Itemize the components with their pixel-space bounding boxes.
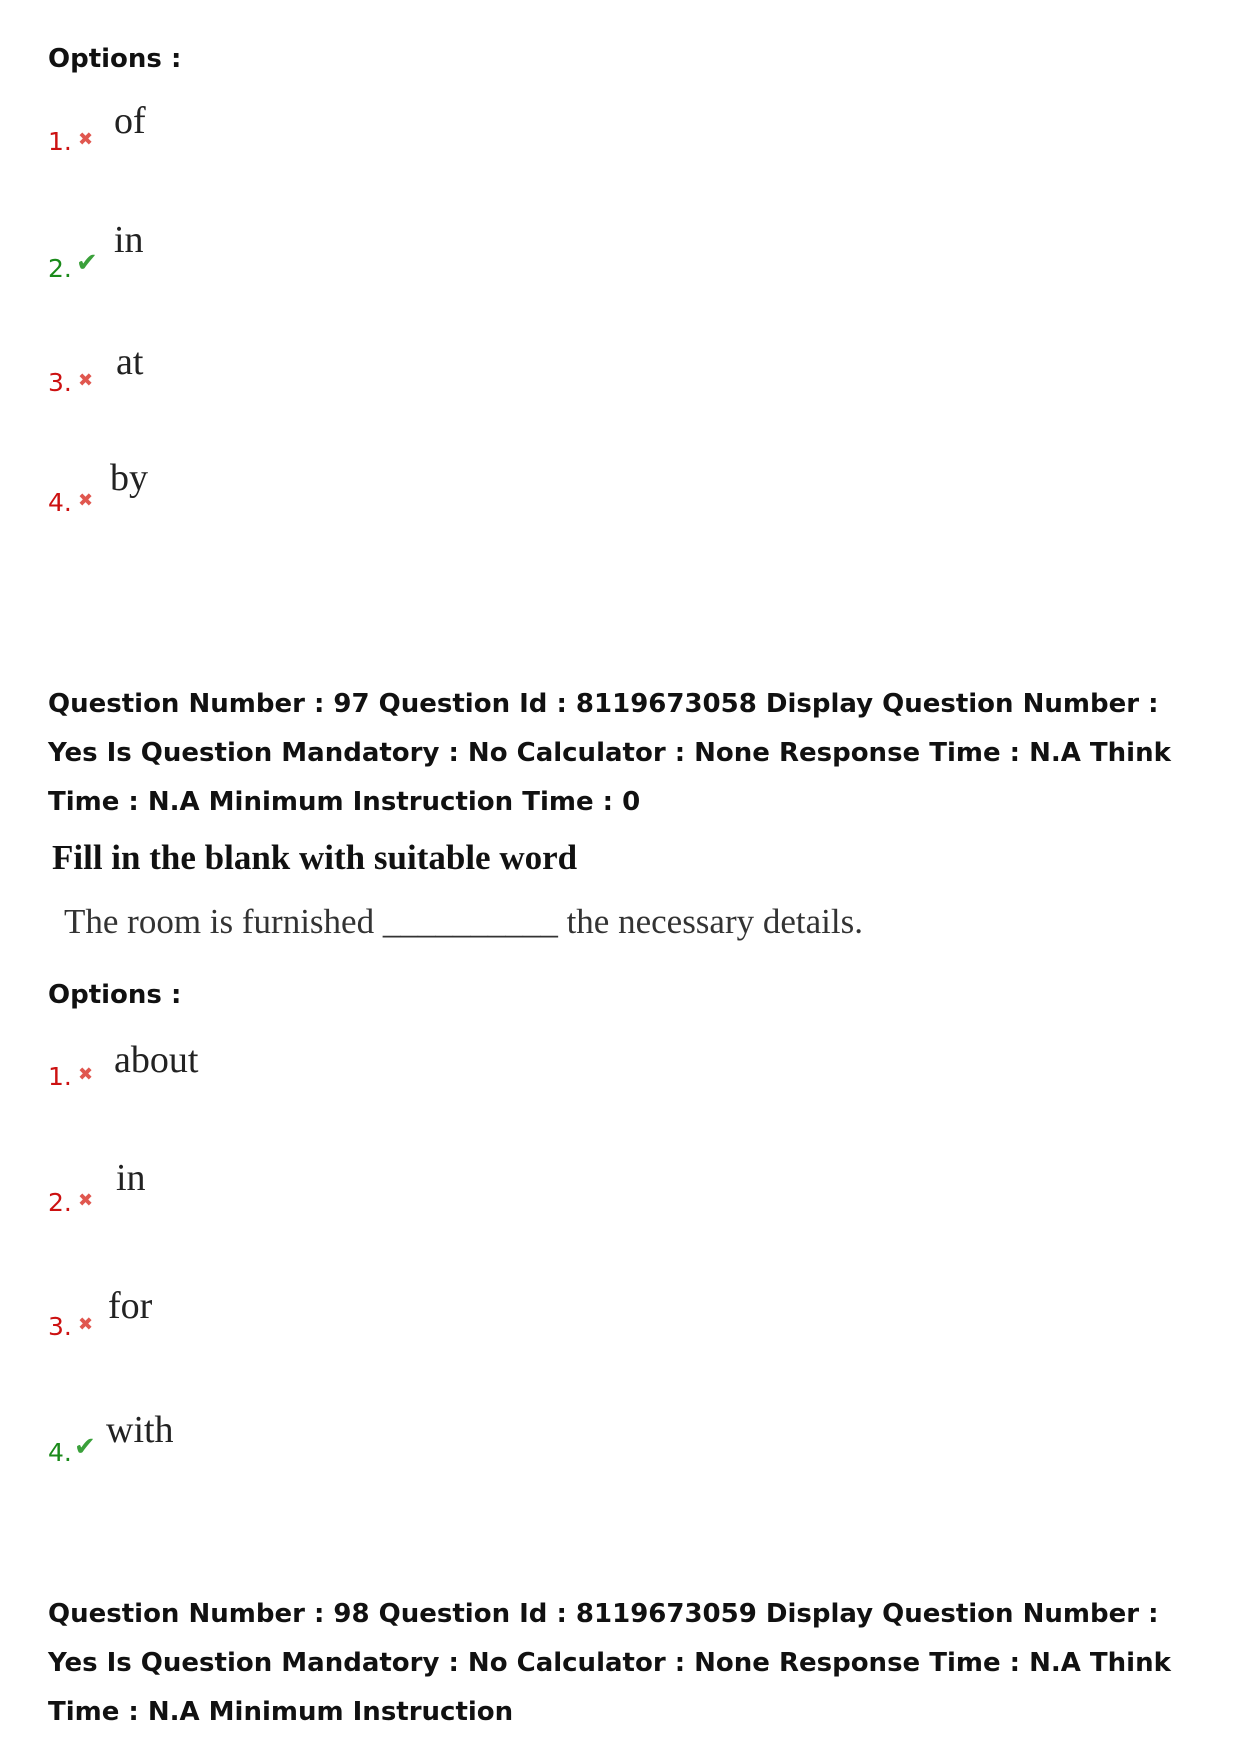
- options-label: Options :: [48, 44, 182, 74]
- check-mark-icon: ✔: [76, 248, 98, 278]
- option-text: of: [114, 100, 146, 142]
- option-text: about: [114, 1039, 199, 1081]
- option-number: 3.: [48, 368, 72, 397]
- cross-mark-icon: ✖: [78, 1314, 94, 1335]
- option-number: 4.: [48, 1438, 72, 1467]
- option-text: for: [108, 1285, 153, 1327]
- option-text: in: [116, 1157, 146, 1199]
- check-mark-icon: ✔: [74, 1432, 96, 1462]
- question-title: Fill in the blank with suitable word: [52, 838, 578, 877]
- options-label: Options :: [48, 980, 182, 1010]
- option-number: 1.: [48, 127, 72, 156]
- option-text: by: [110, 457, 148, 499]
- option-number: 2.: [48, 1188, 72, 1217]
- cross-mark-icon: ✖: [78, 1190, 94, 1211]
- cross-mark-icon: ✖: [78, 370, 94, 391]
- option-text: with: [106, 1409, 174, 1451]
- option-number: 1.: [48, 1062, 72, 1091]
- option-number: 2.: [48, 254, 72, 283]
- option-number: 4.: [48, 488, 72, 517]
- question-meta: Question Number : 98 Question Id : 8119673059 Display Question Number : Yes Is Question Mandatory : No Calculator : None Response Time : N.A Think Time : N.A Minimum Instruction: [48, 1599, 1171, 1727]
- question-body: The room is furnished __________ the necessary details.: [64, 902, 863, 941]
- question-meta: Question Number : 97 Question Id : 8119673058 Display Question Number : Yes Is Question Mandatory : No Calculator : None Response Time : N.A Think Time : N.A Minimum Instruction Time : 0: [48, 689, 1171, 817]
- option-text: in: [114, 219, 144, 261]
- cross-mark-icon: ✖: [78, 1064, 94, 1085]
- cross-mark-icon: ✖: [78, 490, 94, 511]
- option-number: 3.: [48, 1312, 72, 1341]
- cross-mark-icon: ✖: [78, 129, 94, 150]
- option-text: at: [116, 341, 144, 383]
